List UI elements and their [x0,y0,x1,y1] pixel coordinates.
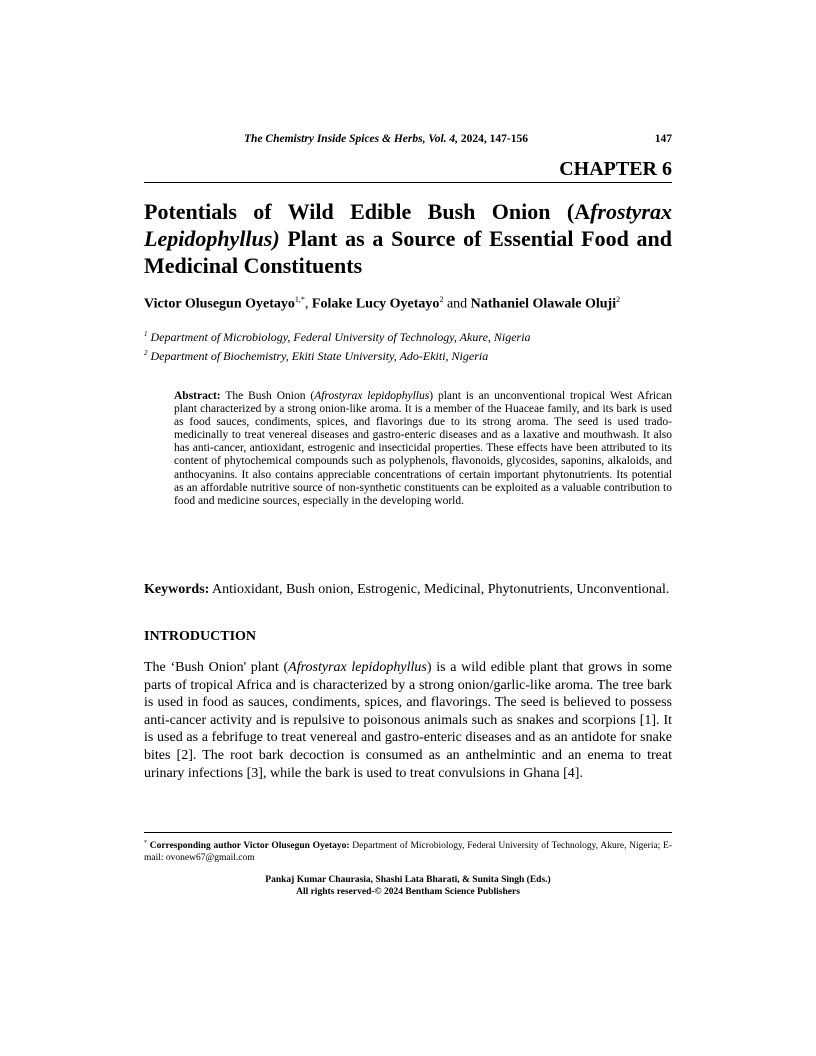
chapter-label: CHAPTER 6 [559,158,672,180]
intro-text: ) is a wild edible plant that grows in some parts of tropical Africa and is characterized by a strong onion/garlic-like aroma. The tree bark is used in food as sauces, condiments, spices, and flavorings. The seed is believed to possess anti-cancer activity and is repulsive to poisonous animals such as snakes and scorpions [1]. It is used as a febrifuge to treat venereal and gastro-enteric diseases and as an antidote for snake bites [2]. The root bark decoction is consumed as an anthelmintic and an enema to treat urinary infections [3], while the bark is used to treat convulsions in Ghana [4]. [144,660,672,781]
footnote-text: Department of Microbiology, Federal University of Technology, Akure, Nigeria; E-mail: ovonew67@gmail.com [144,841,672,863]
footnote-mark: * [144,840,147,846]
footnote-label: Corresponding author Victor Olusegun Oyetayo: [147,841,350,852]
chapter-rule [144,182,672,183]
abstract-text: ) plant is an unconventional tropical West African plant characterized by a strong onion-like aroma. It is a member of the Huaceae family, and its bark is used as food sauces, condiments, spices, and flavorings due to its strong aroma. The seed is used trado-medicinally to treat venereal diseases and gastro-enteric diseases and as a laxative and mouthwash. It also has anti-cancer, antioxidant, estrogenic and insecticidal properties. These effects have been attributed to its content of phytochemical compounds such as polyphenols, flavonoids, glycosides, saponins, alkaloids, and anthocyanins. It also contains appreciable concentrations of certain important phytonutrients. Its potential as an affordable nutritive source of non-synthetic constituents can be exploited as a valuable contribution to food and medicine sources, especially in the developing world. [174,390,672,507]
affiliation-mark: 1 [144,330,148,338]
journal-name: The Chemistry Inside Spices & Herbs, Vol. 4, [244,133,459,145]
abstract-label: Abstract: [174,390,221,402]
affiliation [144,349,672,364]
affiliation-text: Department of Microbiology, Federal University of Technology, Akure, Nigeria [147,330,531,344]
affiliation-text: Department of Biochemistry, Ekiti State University, Ado-Ekiti, Nigeria [147,349,489,363]
section-heading: INTRODUCTION [144,629,257,644]
journal-citation [244,133,528,145]
author-affiliation-mark: 1,* [294,295,305,304]
keywords [144,581,672,598]
title-part1: Potentials of Wild Edible Bush Onion (A [144,199,591,224]
intro-species: Afrostyrax lepidophyllus [288,660,427,675]
author-name: Victor Olusegun Oyetayo [144,296,295,312]
publisher-info [144,875,672,898]
affiliation-mark: 2 [144,349,148,357]
abstract [174,390,672,508]
author-list [144,291,672,313]
footnote [144,838,672,864]
author-separator: and [443,296,471,312]
affiliation [144,330,672,345]
title-species: frostyrax Lepidophyllus) [144,199,672,251]
author-name: Folake Lucy Oyetayo [311,296,440,312]
introduction-paragraph [144,659,672,782]
author-affiliation-mark: 2 [439,295,444,304]
keywords-label: Keywords: [144,582,210,597]
intro-text-pre: The ‘Bush Onion' plant ( [144,660,289,675]
page-number: 147 [654,133,672,145]
keywords-text: Antioxidant, Bush onion, Estrogenic, Medicinal, Phytonutrients, Unconventional. [209,582,670,597]
author-affiliation-mark: 2 [616,295,621,304]
chapter-title [144,198,672,279]
abstract-species: Afrostyrax lepidophyllus [314,390,430,402]
editors-line: Pankaj Kumar Chaurasia, Shashi Lata Bharati, & Sunita Singh (Eds.) [265,875,551,885]
journal-details: 2024, 147-156 [460,133,529,145]
footnote-rule [144,832,672,833]
author-name: Nathaniel Olawale Oluji [470,296,617,312]
author-separator: , [304,296,312,312]
title-part2: Plant as a Source of Essential Food and Medicinal Constituents [144,226,672,278]
abstract-text-pre: The Bush Onion ( [220,390,315,402]
rights-line: All rights reserved-© 2024 Bentham Science Publishers [296,886,520,897]
